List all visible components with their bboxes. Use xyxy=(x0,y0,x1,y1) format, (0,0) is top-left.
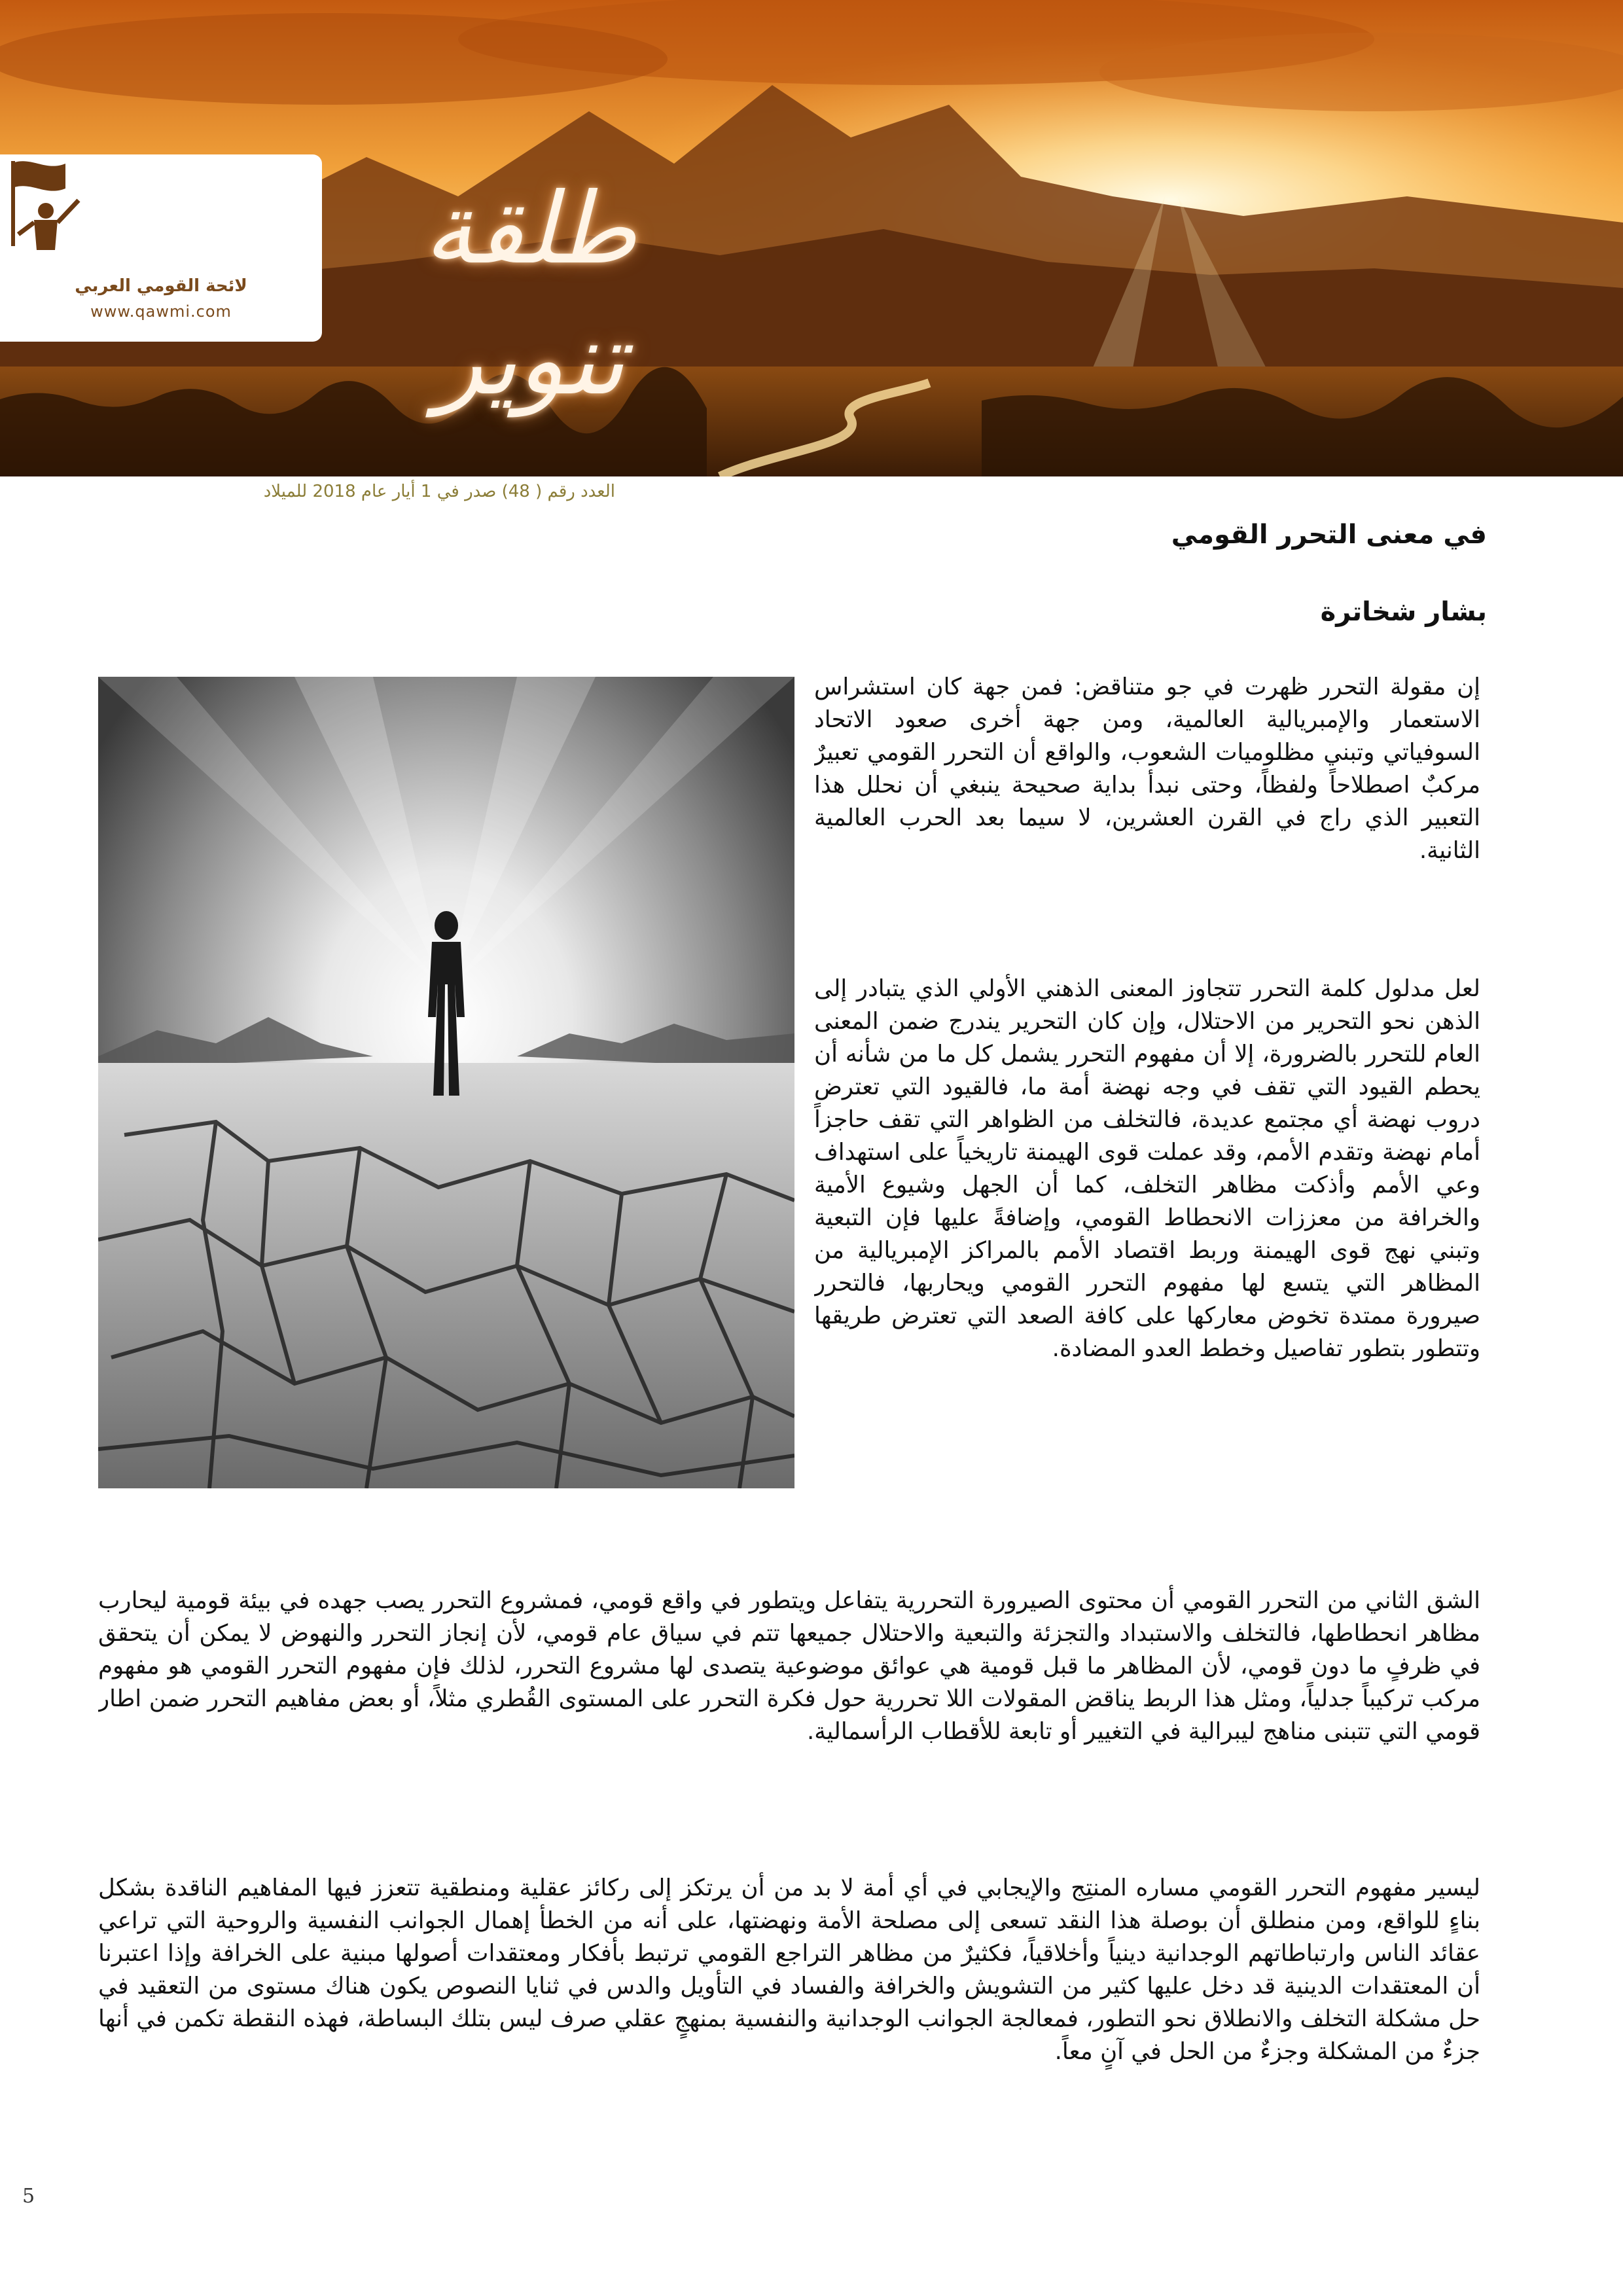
issue-info: العدد رقم ( 48) صدر في 1 أيار عام 2018 للميلاد xyxy=(263,482,615,501)
man-on-cracked-earth-image xyxy=(98,677,794,1488)
paragraph-2: لعل مدلول كلمة التحرر تتجاوز المعنى الذهني الأولي الذي يتبادر إلى الذهن نحو التحرير من الاحتلال، وإن كان التحرير يندرج ضمن المعنى العام للتحرر بالضرورة، إلا أن مفهوم التحرر يشمل كل ما من شأنه أن يحطم القيود التي تقف في وجه نهضة أمة ما، فالقيود التي تعترض دروب نهضة أي مجتمع عديدة، فالتخلف من الظواهر التي تقف حاجزاً أمام نهضة وتقدم الأمم، وقد عملت قوى الهيمنة تاريخياً على استهداف وعي الأمم وأذكت مظاهر التخلف، كما أن الجهل وشيوع الأمية والخرافة من معززات الانحطاط القومي، وإضافةً عليها فإن التبعية وتبني نهج قوى الهيمنة وربط اقتصاد الأمم بالمراكز الإمبريالية من المظاهر التي يتسع لها مفهوم التحرر القومي ويحاربها، فالتحرر صيرورة ممتدة تخوض معاركها على كافة الصعد التي تعترض طريقها وتتطور بتطور تفاصيل وخطط العدو المضادة. xyxy=(814,975,1480,1362)
paragraph-3: الشق الثاني من التحرر القومي أن محتوى الصيرورة التحررية يتفاعل ويتطور في واقع قومي، فمشروع التحرر يصب جهده في بيئة قومية ليحارب مظاهر انحطاطها، فالتخلف والاستبداد والتجزئة والتبعية والاحتلال جميعها تتم في سياق عام قومي، لأن إنجاز التحرر والنهوض لا يمكن أن يتحقق في ظرفٍ ما دون قومي، لأن المظاهر ما قبل قومية هي عوائق موضوعية يتصدى لها مشروع التحرر، لذلك فإن مفهوم التحرر القومي هو مفهوم مركب تركيباً جدلياً، ومثل هذا الربط يناقض المقولات اللا تحررية حول فكرة التحرر على المستوى القُطري مثلاً، أو بعض مفاهيم التحرر ضمن اطار قومي التي تتبنى مناهج ليبرالية في التغيير أو تابعة للأقطاب الرأسمالية. xyxy=(98,1587,1480,1745)
organization-logo xyxy=(0,154,322,342)
article-title: في معنى التحرر القومي xyxy=(1171,520,1487,550)
logo-url: www.qawmi.com xyxy=(90,302,232,321)
magazine-title: طلقة تنوير xyxy=(423,172,637,417)
page-number: 5 xyxy=(22,2185,35,2208)
paragraph-4: ليسير مفهوم التحرر القومي مساره المنتِج والإيجابي في أي أمة لا بد من أن يرتكز إلى ركائز عقلية ومنطقية تتعزز فيها المفاهيم الناقدة بشكل بناءٍ للواقع، ومن منطلق أن بوصلة هذا النقد تسعى إلى مصلحة الأمة ونهضتها، على أنه من الخطأ إهمال الجوانب النفسية والروحية التي تراعي عقائد الناس وارتباطاتهم الوجدانية دينياً وأخلاقياً، فكثيرٌ من مظاهر التراجع القومي ترتبط بأفكار ومعتقدات أصولها مبنية على الخرافة وإذا اعتبرنا أن المعتقدات الدينية قد دخل عليها كثير من التشويش والخرافة والفساد في التأويل والدس في ثنايا النصوص يكون هناك مستوى من التعقيد في حل مشكلة التخلف والانطلاق نحو التطور، فمعالجة الجوانب الوجدانية والنفسية بمنهجٍ عقلي صرف ليس بتلك البساطة، فهذه النقطة تكمن في أنها جزءٌ من المشكلة وجزءٌ من الحل في آنٍ معاً. xyxy=(98,1874,1480,2065)
logo-text: لائحة القومي العربي xyxy=(75,276,247,296)
article-photo xyxy=(98,677,794,1488)
header-banner xyxy=(0,0,1623,476)
flag-figure-icon xyxy=(0,154,85,253)
paragraph-1: إن مقولة التحرر ظهرت في جو متناقض: فمن جهة كان استشراس الاستعمار والإمبريالية العالمية، ومن جهة أخرى صعود الاتحاد السوفياتي وتبني مظلوميات الشعوب، والواقع أن التحرر القومي تعبيرٌ مركبٌ اصطلاحاً ولفظاً، وحتى نبدأ بداية صحيحة ينبغي أن نحلل هذا التعبير الذي راج في القرن العشرين، لا سيما بعد الحرب العالمية الثانية. xyxy=(814,673,1480,864)
article-author: بشار شخاترة xyxy=(1320,597,1487,627)
